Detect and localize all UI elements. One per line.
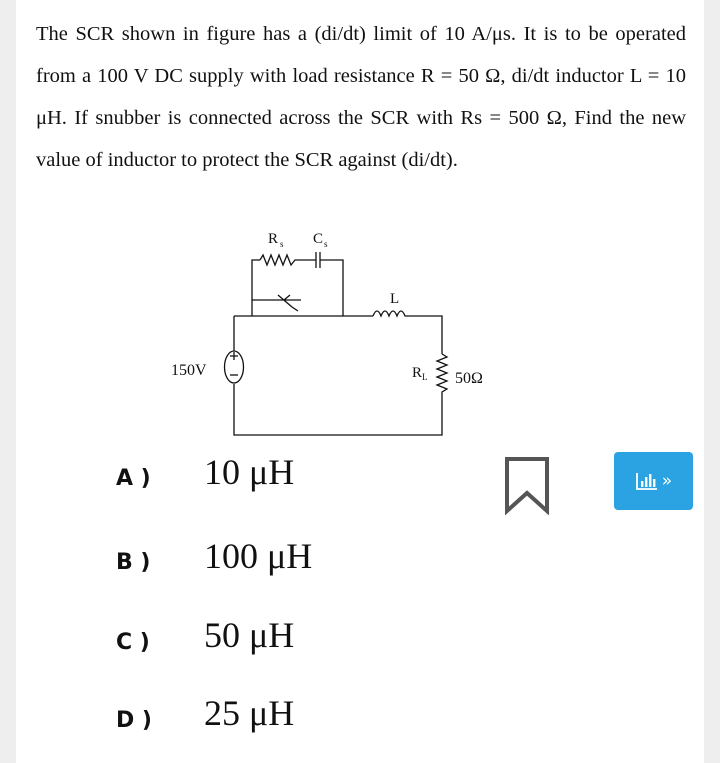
snubber-resistor xyxy=(260,255,312,265)
bookmark-icon xyxy=(503,455,551,515)
cs-label: C xyxy=(313,231,324,247)
circuit-wire-right xyxy=(419,316,442,354)
option-c-letter: C ) xyxy=(116,630,150,655)
rs-label: R xyxy=(268,231,279,247)
stats-next-button[interactable] xyxy=(614,452,693,510)
rl-sub: L xyxy=(422,372,428,382)
scr-symbol xyxy=(272,295,301,311)
question-text: The SCR shown in figure has a (di/dt) limit of 10 A/μs. It is to be operated from a 100 V DC supply with load resistance R = 50 Ω, di/dt inductor L = 10 μH. If snubber is connected across the SCR with Rs = 500 Ω, Find the new value of inductor to protect the SCR against (di/dt). xyxy=(36,23,686,171)
rs-sub: s xyxy=(280,239,284,249)
snubber-capacitor xyxy=(312,252,343,316)
bar-chart-icon xyxy=(635,471,659,491)
l-label: L xyxy=(390,291,400,307)
source-label: 150V xyxy=(171,362,207,379)
rl-label: R xyxy=(412,365,423,381)
option-d-value[interactable]: 25 μH xyxy=(204,693,295,733)
option-c-value[interactable]: 50 μH xyxy=(204,615,295,655)
scr-wire xyxy=(252,300,272,316)
snubber-wire-left xyxy=(252,260,260,300)
double-chevron-right-icon: » xyxy=(661,471,673,491)
rl-value: 50Ω xyxy=(455,370,483,387)
option-b-value[interactable]: 100 μH xyxy=(204,536,313,576)
option-b-letter: B ) xyxy=(116,550,151,575)
option-a-value[interactable]: 10 μH xyxy=(204,452,295,492)
question-card xyxy=(16,0,704,763)
cs-sub: s xyxy=(324,239,328,249)
source-plus xyxy=(230,352,238,360)
option-a-letter: A ) xyxy=(116,466,151,491)
inductor xyxy=(373,311,419,316)
circuit-wire-left-bottom xyxy=(234,384,442,435)
option-d-letter: D ) xyxy=(116,708,152,733)
load-resistor xyxy=(437,354,447,396)
bookmark-button[interactable] xyxy=(503,455,551,520)
